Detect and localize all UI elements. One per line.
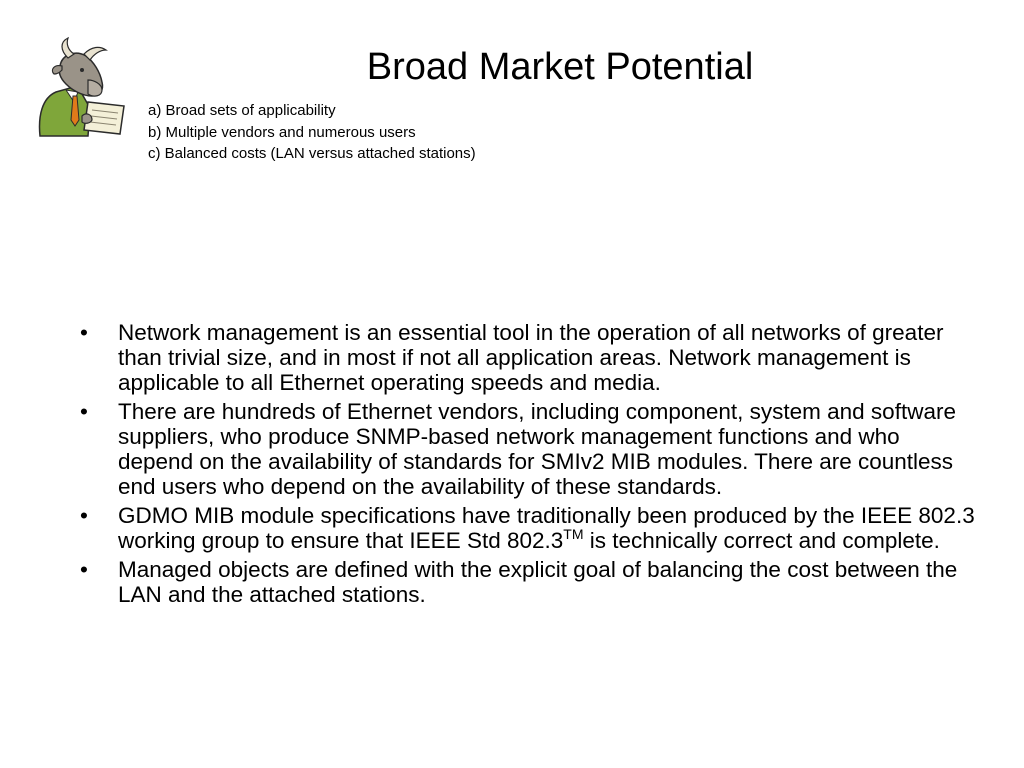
bullet-list xyxy=(80,320,980,611)
bullet-marker: • xyxy=(80,503,88,528)
slide-title: Broad Market Potential xyxy=(366,46,754,88)
bullet-text: Managed objects are defined with the explicit goal of balancing the cost between the LAN and the attached stations. xyxy=(118,557,958,607)
bullet-text: There are hundreds of Ethernet vendors, including component, system and software suppliers, who produce SNMP-based network management functions and who depend on the availability of standards for SMIv2 MIB modules. There are countless end users who depend on the availability of these standards. xyxy=(118,399,956,499)
trademark-superscript: TM xyxy=(563,526,584,542)
bullet-item xyxy=(80,557,980,607)
bullet-marker: • xyxy=(80,320,88,345)
bullet-item xyxy=(80,503,980,553)
bullet-marker: • xyxy=(80,399,88,424)
bullet-item xyxy=(80,320,980,395)
bullet-text-before: GDMO MIB module specifications have traditionally been produced by the IEEE 802.3 working group to ensure that IEEE Std 802.3 xyxy=(118,503,975,553)
bullet-marker: • xyxy=(80,557,88,582)
criteria-list xyxy=(148,100,476,165)
bullet-text: Network management is an essential tool in the operation of all networks of greater than trivial size, and in most if not all application areas. Network management is applicable to all Ethernet operating speeds and media. xyxy=(118,320,944,395)
bullet-text-after: is technically correct and complete. xyxy=(583,528,940,553)
criteria-item: b) Multiple vendors and numerous users xyxy=(148,123,416,141)
bullet-text xyxy=(118,503,975,553)
criteria-item: a) Broad sets of applicability xyxy=(148,102,336,119)
criteria-item: c) Balanced costs (LAN versus attached stations) xyxy=(148,145,476,162)
bull-reading-paper-icon xyxy=(30,36,130,140)
bullet-item xyxy=(80,399,980,499)
